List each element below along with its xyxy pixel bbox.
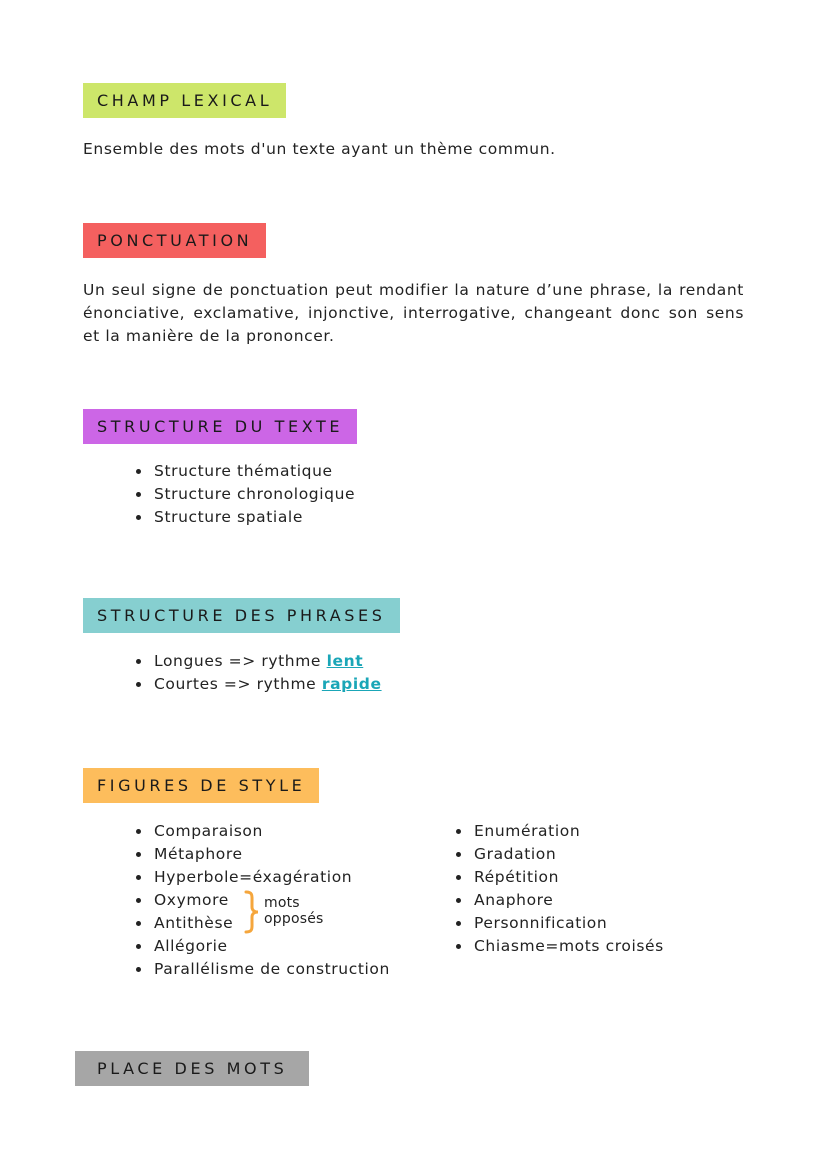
list-item [134, 935, 390, 958]
heading-structure-des-phrases-label: STRUCTURE DES PHRASES [97, 606, 386, 625]
list-item-label: Hyperbole=éxagération [154, 868, 353, 886]
heading-figures-de-style [83, 768, 319, 803]
list-item [134, 843, 390, 866]
list-item-label: Parallélisme de construction [154, 960, 390, 978]
heading-champ-lexical [83, 83, 286, 118]
list-item [454, 820, 664, 843]
rhythm-emphasis-lent: lent [326, 652, 364, 670]
list-item-label: Chiasme=mots croisés [474, 937, 664, 955]
list-item [454, 843, 664, 866]
list-item-label: Longues => rythme [154, 652, 327, 670]
list-item [454, 866, 664, 889]
list-item [134, 460, 355, 483]
list-item-label: Métaphore [154, 845, 243, 863]
list-item-label: Enumération [474, 822, 581, 840]
figures-right-list [454, 820, 664, 958]
list-item-label: Oxymore [154, 891, 229, 909]
list-item-label: Structure thématique [154, 462, 333, 480]
ponctuation-definition: Un seul signe de ponctuation peut modifier la nature d’une phrase, la rendant énonciative, exclamative, injonctive, interrogative, changeant donc son sens et la manière de la prononcer. [83, 281, 744, 345]
heading-champ-lexical-label: CHAMP LEXICAL [97, 91, 273, 110]
curly-brace-icon [243, 890, 261, 934]
list-item-label: Gradation [474, 845, 557, 863]
brace-note [264, 895, 324, 927]
list-item [134, 650, 382, 673]
list-item [134, 958, 390, 981]
heading-structure-du-texte-label: STRUCTURE DU TEXTE [97, 417, 344, 436]
list-item [454, 912, 664, 935]
list-item-label: Structure spatiale [154, 508, 303, 526]
list-item-label: Personnification [474, 914, 608, 932]
list-item [134, 912, 390, 935]
structure-phrases-list [134, 650, 382, 696]
list-item [134, 673, 382, 696]
list-item-label: Courtes => rythme [154, 675, 322, 693]
list-item-label: Structure chronologique [154, 485, 356, 503]
list-item [134, 506, 355, 529]
figures-left-list [134, 820, 390, 981]
list-item-label: Comparaison [154, 822, 263, 840]
list-item [134, 820, 390, 843]
list-item-label: Antithèse [154, 914, 234, 932]
list-item-label: Anaphore [474, 891, 554, 909]
heading-structure-des-phrases [83, 598, 400, 633]
heading-place-des-mots [75, 1051, 309, 1086]
list-item-label: Répétition [474, 868, 560, 886]
champ-lexical-definition: Ensemble des mots d'un texte ayant un thème commun. [83, 140, 556, 158]
list-item [134, 483, 355, 506]
brace-note-line2: opposés [264, 911, 324, 927]
list-item [134, 889, 390, 912]
heading-ponctuation [83, 223, 266, 258]
heading-structure-du-texte [83, 409, 357, 444]
list-item-label: Allégorie [154, 937, 228, 955]
heading-place-des-mots-label: PLACE DES MOTS [97, 1059, 288, 1078]
heading-figures-de-style-label: FIGURES DE STYLE [97, 776, 306, 795]
list-item [454, 889, 664, 912]
heading-ponctuation-label: PONCTUATION [97, 231, 253, 250]
list-item [134, 866, 390, 889]
brace-note-line1: mots [264, 895, 300, 911]
structure-texte-list [134, 460, 355, 529]
list-item [454, 935, 664, 958]
rhythm-emphasis-rapide: rapide [321, 675, 382, 693]
